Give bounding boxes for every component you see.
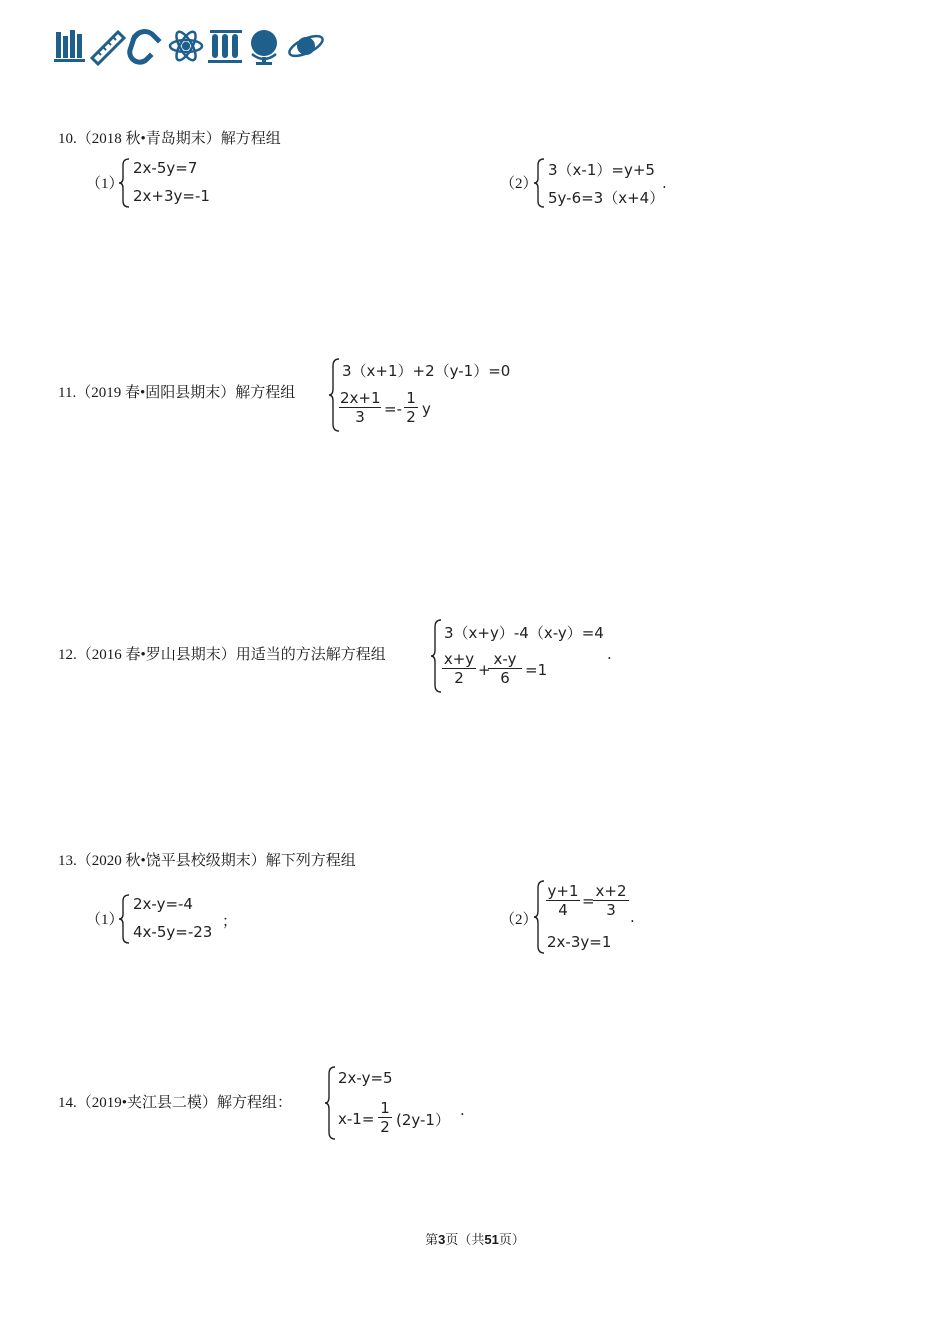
numerator: 1 (378, 1099, 392, 1118)
q14-eq1: 2x-y=5 (338, 1069, 393, 1087)
ruler-icon (92, 32, 124, 64)
q11-equals-minus: =- (384, 400, 402, 418)
question-13-label: 13.（2020 秋•饶平县校级期末）解下列方程组 (58, 853, 356, 869)
footer-suffix: 页） (498, 1232, 525, 1247)
question-14-label: 14.（2019•夹江县二模）解方程组： (58, 1095, 293, 1111)
q13-part2-label: （2） (500, 912, 538, 928)
left-brace-icon (533, 158, 545, 208)
question-10-label: 10.（2018 秋•青岛期末）解方程组 (58, 131, 281, 147)
denominator: 2 (454, 669, 464, 687)
total-pages-number: 51 (484, 1232, 499, 1247)
q13-part2-period: . (630, 908, 635, 926)
left-brace-icon (324, 1066, 336, 1140)
q12-system (430, 617, 630, 695)
planet-icon (287, 32, 326, 60)
q10-part2-system (533, 156, 683, 212)
denominator: 2 (406, 408, 416, 426)
left-brace-icon (533, 880, 545, 954)
q13-part1-semicolon: ； (222, 912, 238, 930)
q10-part1-label: （1） (86, 176, 124, 192)
left-brace-icon (118, 894, 130, 944)
numerator: x-y (488, 650, 522, 669)
footer-prefix: 第 (425, 1232, 439, 1247)
q10-part1-system (118, 156, 228, 212)
q13-part2-eq2: 2x-3y=1 (547, 933, 612, 951)
books-icon (54, 30, 85, 62)
q14-fraction (378, 1099, 392, 1136)
q13-part1-eq2: 4x-5y=-23 (133, 923, 213, 941)
denominator: 4 (558, 901, 568, 919)
q13-part1-system (118, 892, 248, 948)
q14-eq2-right: (2y-1） (396, 1111, 450, 1129)
numerator: x+y (443, 650, 475, 668)
numerator: y+1 (547, 882, 579, 900)
q12-eq1: 3（x+y）-4（x-y）=4 (444, 624, 604, 642)
q12-plus: + (478, 661, 491, 679)
denominator: 2 (380, 1118, 390, 1136)
q13-fraction-2 (593, 882, 629, 919)
denominator: 3 (355, 408, 365, 426)
q10-part2-period: . (662, 174, 667, 192)
q11-system (328, 356, 511, 434)
q13-part1-label: （1） (86, 912, 124, 928)
page-footer (0, 1229, 950, 1248)
q11-var-y: y (422, 400, 431, 418)
magnet-icon (130, 32, 158, 63)
q13-part2-system (533, 878, 653, 956)
q13-part2-equals: = (582, 892, 595, 910)
denominator: 3 (606, 901, 616, 919)
header-logo (54, 26, 326, 66)
q14-system (324, 1064, 474, 1142)
question-11-label: 11.（2019 春•固阳县期末）解方程组 (58, 385, 296, 401)
q13-fraction-1 (546, 882, 580, 919)
atom-icon (170, 29, 202, 63)
numerator: 1 (404, 389, 418, 408)
q10-part1-eq2: 2x+3y=-1 (133, 187, 210, 205)
footer-mid: 页（共 (445, 1232, 485, 1247)
left-brace-icon (118, 158, 130, 208)
question-12-label: 12.（2016 春•罗山县期末）用适当的方法解方程组 (58, 647, 386, 663)
q12-period: . (607, 645, 612, 663)
q12-fraction-1 (442, 650, 476, 687)
q11-eq1: 3（x+1）+2（y-1）=0 (342, 362, 511, 380)
current-page-number: 3 (438, 1232, 446, 1247)
q12-equals-one: =1 (525, 661, 548, 679)
q10-part2-label: （2） (500, 176, 538, 192)
q10-part2-eq1: 3（x-1）=y+5 (548, 161, 655, 179)
left-brace-icon (430, 619, 442, 693)
q11-fraction-1 (339, 389, 381, 426)
q14-period: . (460, 1101, 465, 1119)
q11-fraction-2 (404, 389, 418, 426)
numerator: x+2 (593, 882, 629, 901)
numerator: 2x+1 (340, 389, 381, 407)
denominator: 6 (500, 669, 510, 687)
globe-icon (251, 30, 277, 65)
q13-part1-eq1: 2x-y=-4 (133, 895, 193, 913)
q10-part1-eq1: 2x-5y=7 (133, 159, 198, 177)
test-tubes-icon (208, 30, 242, 63)
q12-fraction-2 (488, 650, 522, 687)
q10-part2-eq2: 5y-6=3（x+4） (548, 189, 665, 207)
q14-eq2-left: x-1= (338, 1110, 375, 1128)
